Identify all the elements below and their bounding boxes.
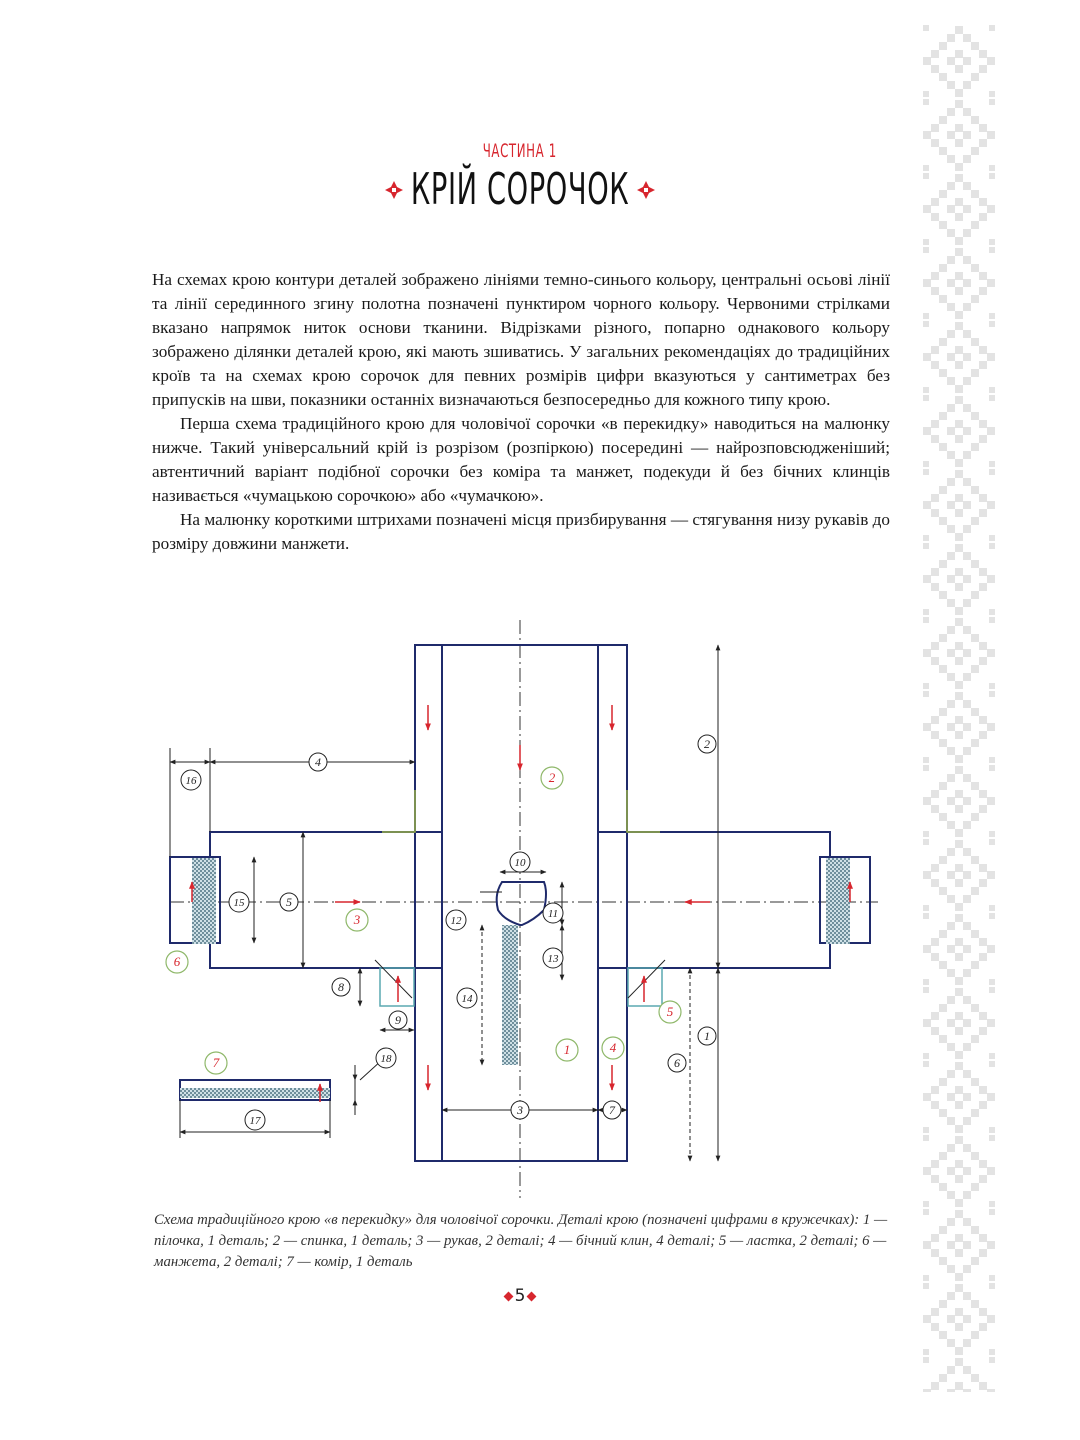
dimension-labels (181, 735, 716, 1130)
svg-text:7: 7 (212, 1055, 220, 1070)
svg-text:2: 2 (548, 770, 556, 785)
chapter-header (150, 140, 890, 215)
svg-text:4: 4 (315, 755, 321, 769)
figure-caption: Схема традиційного крою «в перекидку» для чоловічої сорочки. Деталі крою (позначені цифрами в кружечках): 1 — пілочка, 1 деталь; 2 — спинка, 1 деталь; 3 — рукав, 2 деталі; 4 — бічний клин, 4 деталі; 5 — ластка, 2 деталі; 6 — манжета, 2 деталі; 7 — комір, 1 деталь (154, 1212, 888, 1270)
dimension-label (332, 978, 350, 996)
paragraph: На малюнку короткими штрихами позначені місця призбирування — стягування низу рукавів до розміру довжини манжети. (152, 510, 890, 553)
svg-text:4: 4 (609, 1040, 617, 1055)
svg-text:6: 6 (173, 954, 181, 969)
dimension-label (543, 903, 563, 923)
dimension-label (698, 1027, 716, 1045)
detail-label (659, 1001, 681, 1023)
collar-band-zone (180, 1088, 330, 1098)
svg-text:9: 9 (395, 1013, 401, 1027)
left-gathering-zone (192, 858, 216, 944)
detail-label (556, 1039, 578, 1061)
svg-text:13: 13 (547, 953, 559, 965)
detail-label (541, 767, 563, 789)
dimension-label (668, 1054, 686, 1072)
svg-text:10: 10 (514, 857, 526, 869)
chapter-title: КРІЙ СОРОЧОК (410, 164, 630, 215)
ornament-strip (922, 24, 996, 1392)
svg-text:5: 5 (666, 1004, 674, 1019)
dimension-label (698, 735, 716, 753)
right-sleeve (598, 832, 830, 968)
front-placket-zone (502, 925, 518, 1065)
svg-text:14: 14 (461, 993, 473, 1005)
svg-text:3: 3 (353, 912, 361, 927)
dimension-label (280, 893, 298, 911)
detail-label (205, 1052, 227, 1074)
detail-labels (166, 767, 681, 1074)
paragraph: Перша схема традиційного крою для чоловічої сорочки «в перекидку» наводиться на малюнку нижче. Такий універсальний крій із розрізом (розпіркою) посередині — найрозповсюдженіший; автентичний варіант подібної сорочки без коміра та манжет, подекуди й без бічних клинців називається «чумацькою сорочкою» або «чумачкою». (152, 414, 890, 505)
svg-text:2: 2 (704, 737, 710, 751)
page-number (490, 1286, 550, 1306)
body-panel (415, 645, 627, 1161)
svg-text:12: 12 (450, 915, 462, 927)
dimension-label (181, 770, 201, 790)
svg-text:5: 5 (286, 895, 292, 909)
title-right-ornament-icon (636, 180, 656, 200)
svg-text:1: 1 (704, 1029, 710, 1043)
detail-label (602, 1037, 624, 1059)
svg-text:3: 3 (517, 1103, 523, 1117)
diamond-icon (503, 1291, 513, 1301)
part-label: ЧАСТИНА 1 (482, 140, 558, 162)
title-left-ornament-icon (384, 180, 404, 200)
detail-label (346, 909, 368, 931)
svg-text:8: 8 (338, 980, 344, 994)
page-number-value: 5 (514, 1286, 526, 1306)
svg-text:18: 18 (380, 1053, 392, 1065)
svg-text:16: 16 (185, 775, 197, 787)
detail-label (166, 951, 188, 973)
dimension-label (457, 988, 477, 1008)
svg-text:7: 7 (609, 1103, 615, 1117)
paragraph: На схемах крою контури деталей зображено лініями темно-синього кольору, центральні осьові лінії та лінії серединного згину полотна позначені пунктиром чорного кольору. Червоними стрілками вказано напрямок ниток основи тканини. Відрізками різного, попарно однакового кольору зображено ділянки деталей крою, які мають зшиватись. У загальних рекомендаціях до традиційних кроїв та на схемах крою сорочок для певних розмірів цифри вказуються у сантиметрах без припусків на шви, показники останніх визначаються безпосередньо для кожного типу крою. (152, 270, 890, 409)
svg-text:1: 1 (563, 1042, 571, 1057)
dimension-label (389, 1011, 407, 1029)
dimension-label (510, 852, 530, 872)
dimension-label (543, 948, 563, 968)
dimension-label (446, 910, 466, 930)
svg-text:11: 11 (547, 908, 559, 920)
diamond-icon (527, 1291, 537, 1301)
dimension-label (229, 892, 249, 912)
dimension-label (511, 1101, 529, 1119)
svg-text:6: 6 (674, 1056, 680, 1070)
body-text (152, 268, 890, 556)
svg-text:15: 15 (233, 897, 245, 909)
dimension-label (376, 1048, 396, 1068)
dimension-label (309, 753, 327, 771)
dimension-label (603, 1101, 621, 1119)
right-gathering-zone (826, 858, 850, 944)
svg-text:17: 17 (249, 1115, 261, 1127)
dimension-label (245, 1110, 265, 1130)
cutting-scheme-diagram (150, 620, 890, 1200)
neck-opening (497, 882, 546, 925)
